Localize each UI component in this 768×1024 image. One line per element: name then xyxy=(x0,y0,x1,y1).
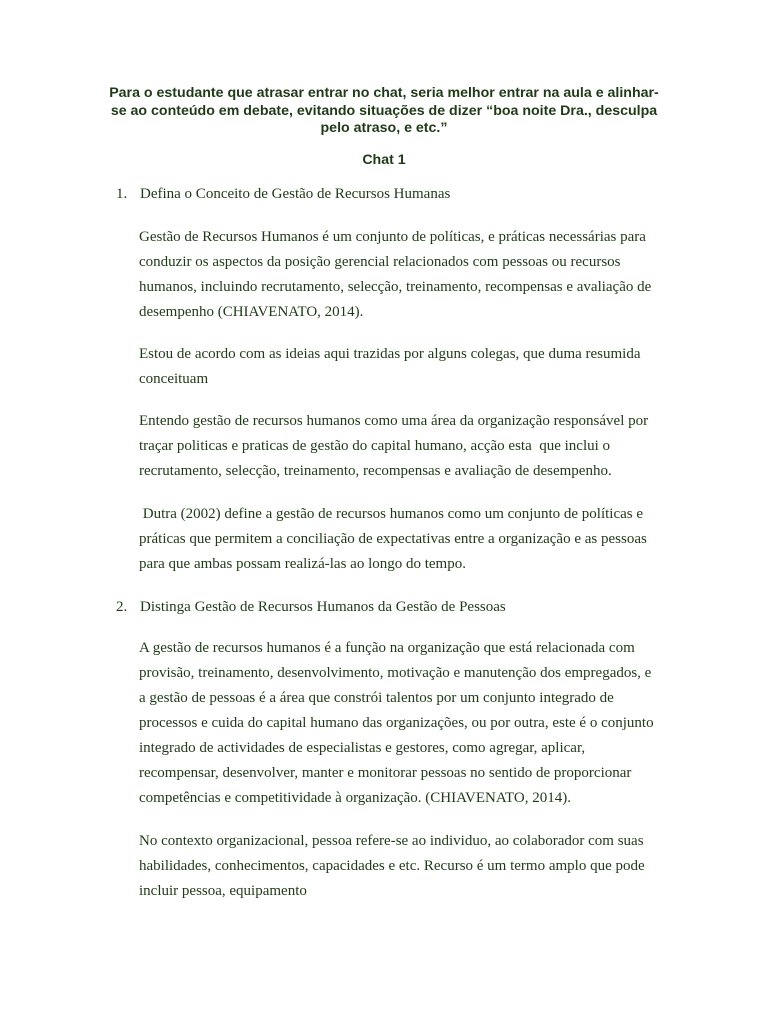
paragraph-line: práticas que permitem a conciliação de expectativas entre a organização e as pessoas xyxy=(139,531,647,547)
paragraph-line: Dutra (2002) define a gestão de recursos humanos como um conjunto de políticas e xyxy=(139,506,644,522)
paragraph-line: a gestão de pessoas é a área que constrói talentos por um conjunto integrado de xyxy=(139,690,614,706)
question-title: Defina o Conceito de Gestão de Recursos Humanas xyxy=(140,186,451,202)
paragraph-line: traçar politicas e praticas de gestão do capital humano, acção esta que inclui o xyxy=(139,438,611,454)
answer-paragraph xyxy=(139,636,679,811)
paragraph-line: Entendo gestão de recursos humanos como uma área da organização responsável por xyxy=(139,413,649,429)
intro-note xyxy=(90,85,678,138)
paragraph-line: habilidades, conhecimentos, capacidades e etc. Recurso é um termo amplo que pode xyxy=(139,858,645,874)
paragraph-line: desempenho (CHIAVENATO, 2014). xyxy=(139,304,364,320)
question-title: Distinga Gestão de Recursos Humanos da Gestão de Pessoas xyxy=(140,599,506,615)
answer-paragraph xyxy=(139,829,679,904)
answer-paragraph xyxy=(139,502,679,577)
question-heading xyxy=(116,597,506,617)
paragraph-line: recompensar, desenvolver, manter e monitorar pessoas no sentido de proporcionar xyxy=(139,765,632,781)
paragraph-line: conceituam xyxy=(139,371,209,387)
intro-line: pelo atraso, e etc.” xyxy=(320,120,448,136)
paragraph-line: competências e competitividade à organização. (CHIAVENATO, 2014). xyxy=(139,790,571,806)
question-number: 1. xyxy=(116,186,128,202)
paragraph-line: para que ambas possam realizá-las ao longo do tempo. xyxy=(139,556,466,572)
answer-paragraph xyxy=(139,225,679,325)
question-heading xyxy=(116,184,450,204)
intro-line: Para o estudante que atrasar entrar no chat, seria melhor entrar na aula e alinhar- xyxy=(109,85,659,101)
paragraph-line: Gestão de Recursos Humanos é um conjunto de políticas, e práticas necessárias para xyxy=(139,229,646,245)
answer-paragraph xyxy=(139,409,679,484)
paragraph-line: conduzir os aspectos da posição gerencial relacionados com pessoas ou recursos xyxy=(139,254,621,270)
question-number: 2. xyxy=(116,599,128,615)
paragraph-line: A gestão de recursos humanos é a função na organização que está relacionada com xyxy=(139,640,635,656)
paragraph-line: provisão, treinamento, desenvolvimento, motivação e manutenção dos empregados, e xyxy=(139,665,652,681)
answer-paragraph xyxy=(139,342,679,392)
paragraph-line: recrutamento, selecção, treinamento, recompensas e avaliação de desempenho. xyxy=(139,463,612,479)
paragraph-line: humanos, incluindo recrutamento, selecção, treinamento, recompensas e avaliação de xyxy=(139,279,652,295)
paragraph-line: integrado de actividades de especialistas e gestores, como agregar, aplicar, xyxy=(139,740,586,756)
paragraph-line: Estou de acordo com as ideias aqui trazidas por alguns colegas, que duma resumida xyxy=(139,346,641,362)
chat-title: Chat 1 xyxy=(362,152,406,168)
paragraph-line: No contexto organizacional, pessoa refere-se ao individuo, ao colaborador com suas xyxy=(139,833,644,849)
paragraph-line: incluir pessoa, equipamento xyxy=(139,883,307,899)
paragraph-line: processos e cuida do capital humano das organizações, ou por outra, este é o conjunto xyxy=(139,715,654,731)
intro-line: se ao conteúdo em debate, evitando situações de dizer “boa noite Dra., desculpa xyxy=(110,102,658,119)
